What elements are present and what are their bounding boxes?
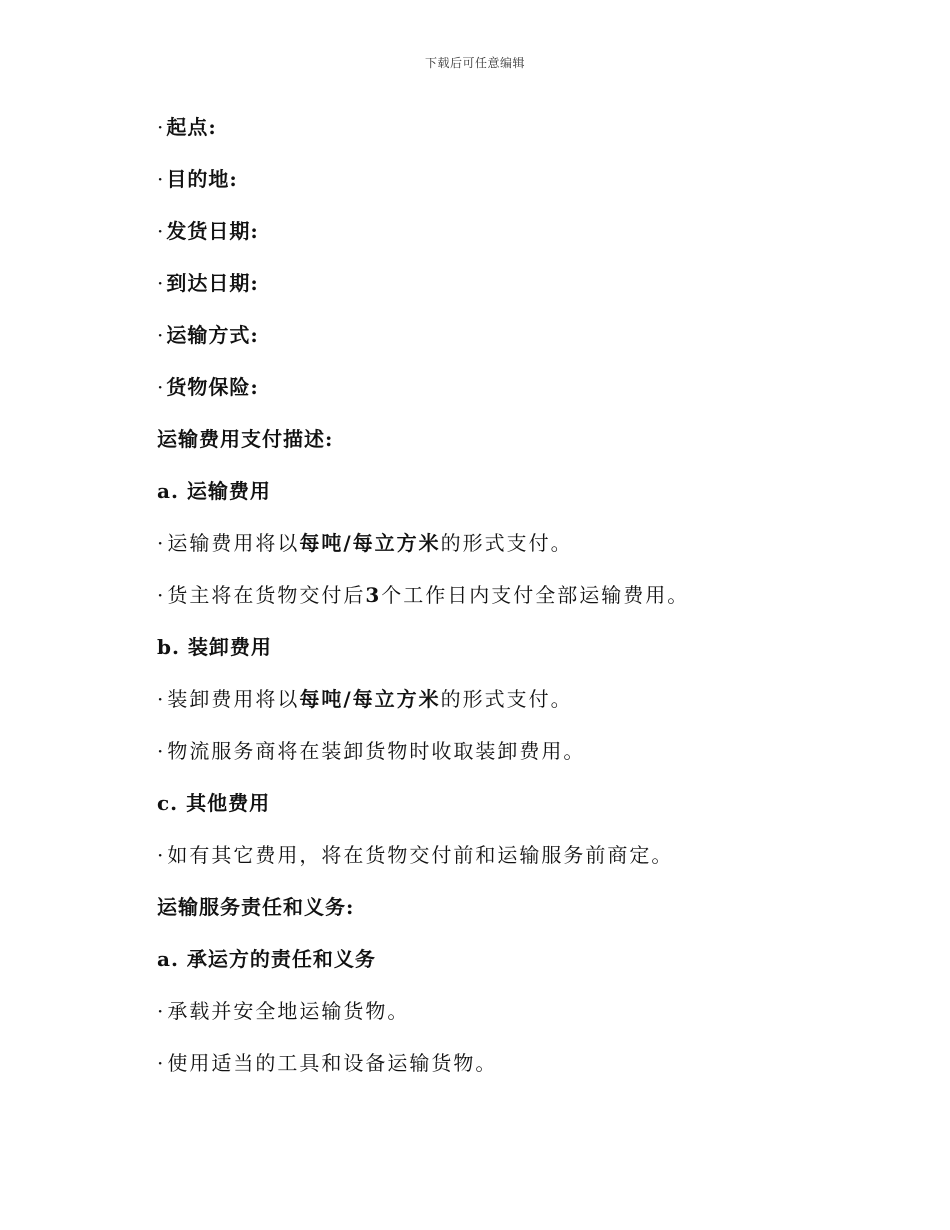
subheading-other-fees: c. 其他费用 <box>157 791 271 815</box>
field-label: 起点: <box>166 115 217 139</box>
field-transport-mode <box>157 318 857 370</box>
text-segment: 货主将在货物交付后 <box>167 583 366 607</box>
field-label: 货物保险: <box>166 375 259 399</box>
list-item <box>157 994 857 1046</box>
field-cargo-insurance <box>157 370 857 422</box>
text-segment: 的形式支付。 <box>440 687 573 711</box>
bullet-dot: · <box>157 271 165 295</box>
text-segment: 如有其它费用，将在货物交付前和运输服务前商定。 <box>167 843 674 867</box>
text-segment: 使用适当的工具和设备运输货物。 <box>167 1051 498 1075</box>
text-segment: 的形式支付。 <box>440 531 573 555</box>
emphasis-text: 3 <box>365 583 382 607</box>
field-label: 目的地: <box>166 167 238 191</box>
list-item <box>157 526 857 578</box>
bullet-dot: · <box>157 583 166 607</box>
bullet-dot: · <box>157 531 166 555</box>
field-ship-date <box>157 214 857 266</box>
text-segment: 承载并安全地运输货物。 <box>167 999 410 1023</box>
text-segment: 运输费用将以 <box>167 531 300 555</box>
field-label: 发货日期: <box>166 219 259 243</box>
page-header: 下载后可任意编辑 <box>424 56 525 70</box>
list-item <box>157 682 857 734</box>
field-origin <box>157 110 857 162</box>
emphasis-text: 每吨/每立方米 <box>299 687 441 711</box>
bullet-dot: · <box>157 115 165 139</box>
bullet-dot: · <box>157 687 166 711</box>
subheading-carrier-duties: a. 承运方的责任和义务 <box>157 947 376 971</box>
bullet-dot: · <box>157 323 165 347</box>
bullet-dot: · <box>157 999 166 1023</box>
list-item <box>157 1046 857 1098</box>
subheading-loading-fee: b. 装卸费用 <box>157 635 272 659</box>
list-item <box>157 734 857 786</box>
emphasis-text: 每吨/每立方米 <box>299 531 441 555</box>
bullet-dot: · <box>157 739 166 763</box>
list-item <box>157 838 857 890</box>
field-arrival-date <box>157 266 857 318</box>
subheading-transport-fee: a. 运输费用 <box>157 479 271 503</box>
field-label: 运输方式: <box>166 323 259 347</box>
field-destination <box>157 162 857 214</box>
text-segment: 装卸费用将以 <box>167 687 300 711</box>
text-segment: 物流服务商将在装卸货物时收取装卸费用。 <box>167 739 586 763</box>
bullet-dot: · <box>157 219 165 243</box>
bullet-dot: · <box>157 1051 166 1075</box>
field-label: 到达日期: <box>166 271 259 295</box>
section-heading-responsibilities: 运输服务责任和义务: <box>157 895 355 919</box>
list-item <box>157 578 857 630</box>
document-body <box>157 110 857 1098</box>
bullet-dot: · <box>157 375 165 399</box>
bullet-dot: · <box>157 843 166 867</box>
section-heading-payment: 运输费用支付描述: <box>157 427 334 451</box>
text-segment: 个工作日内支付全部运输费用。 <box>381 583 690 607</box>
bullet-dot: · <box>157 167 165 191</box>
